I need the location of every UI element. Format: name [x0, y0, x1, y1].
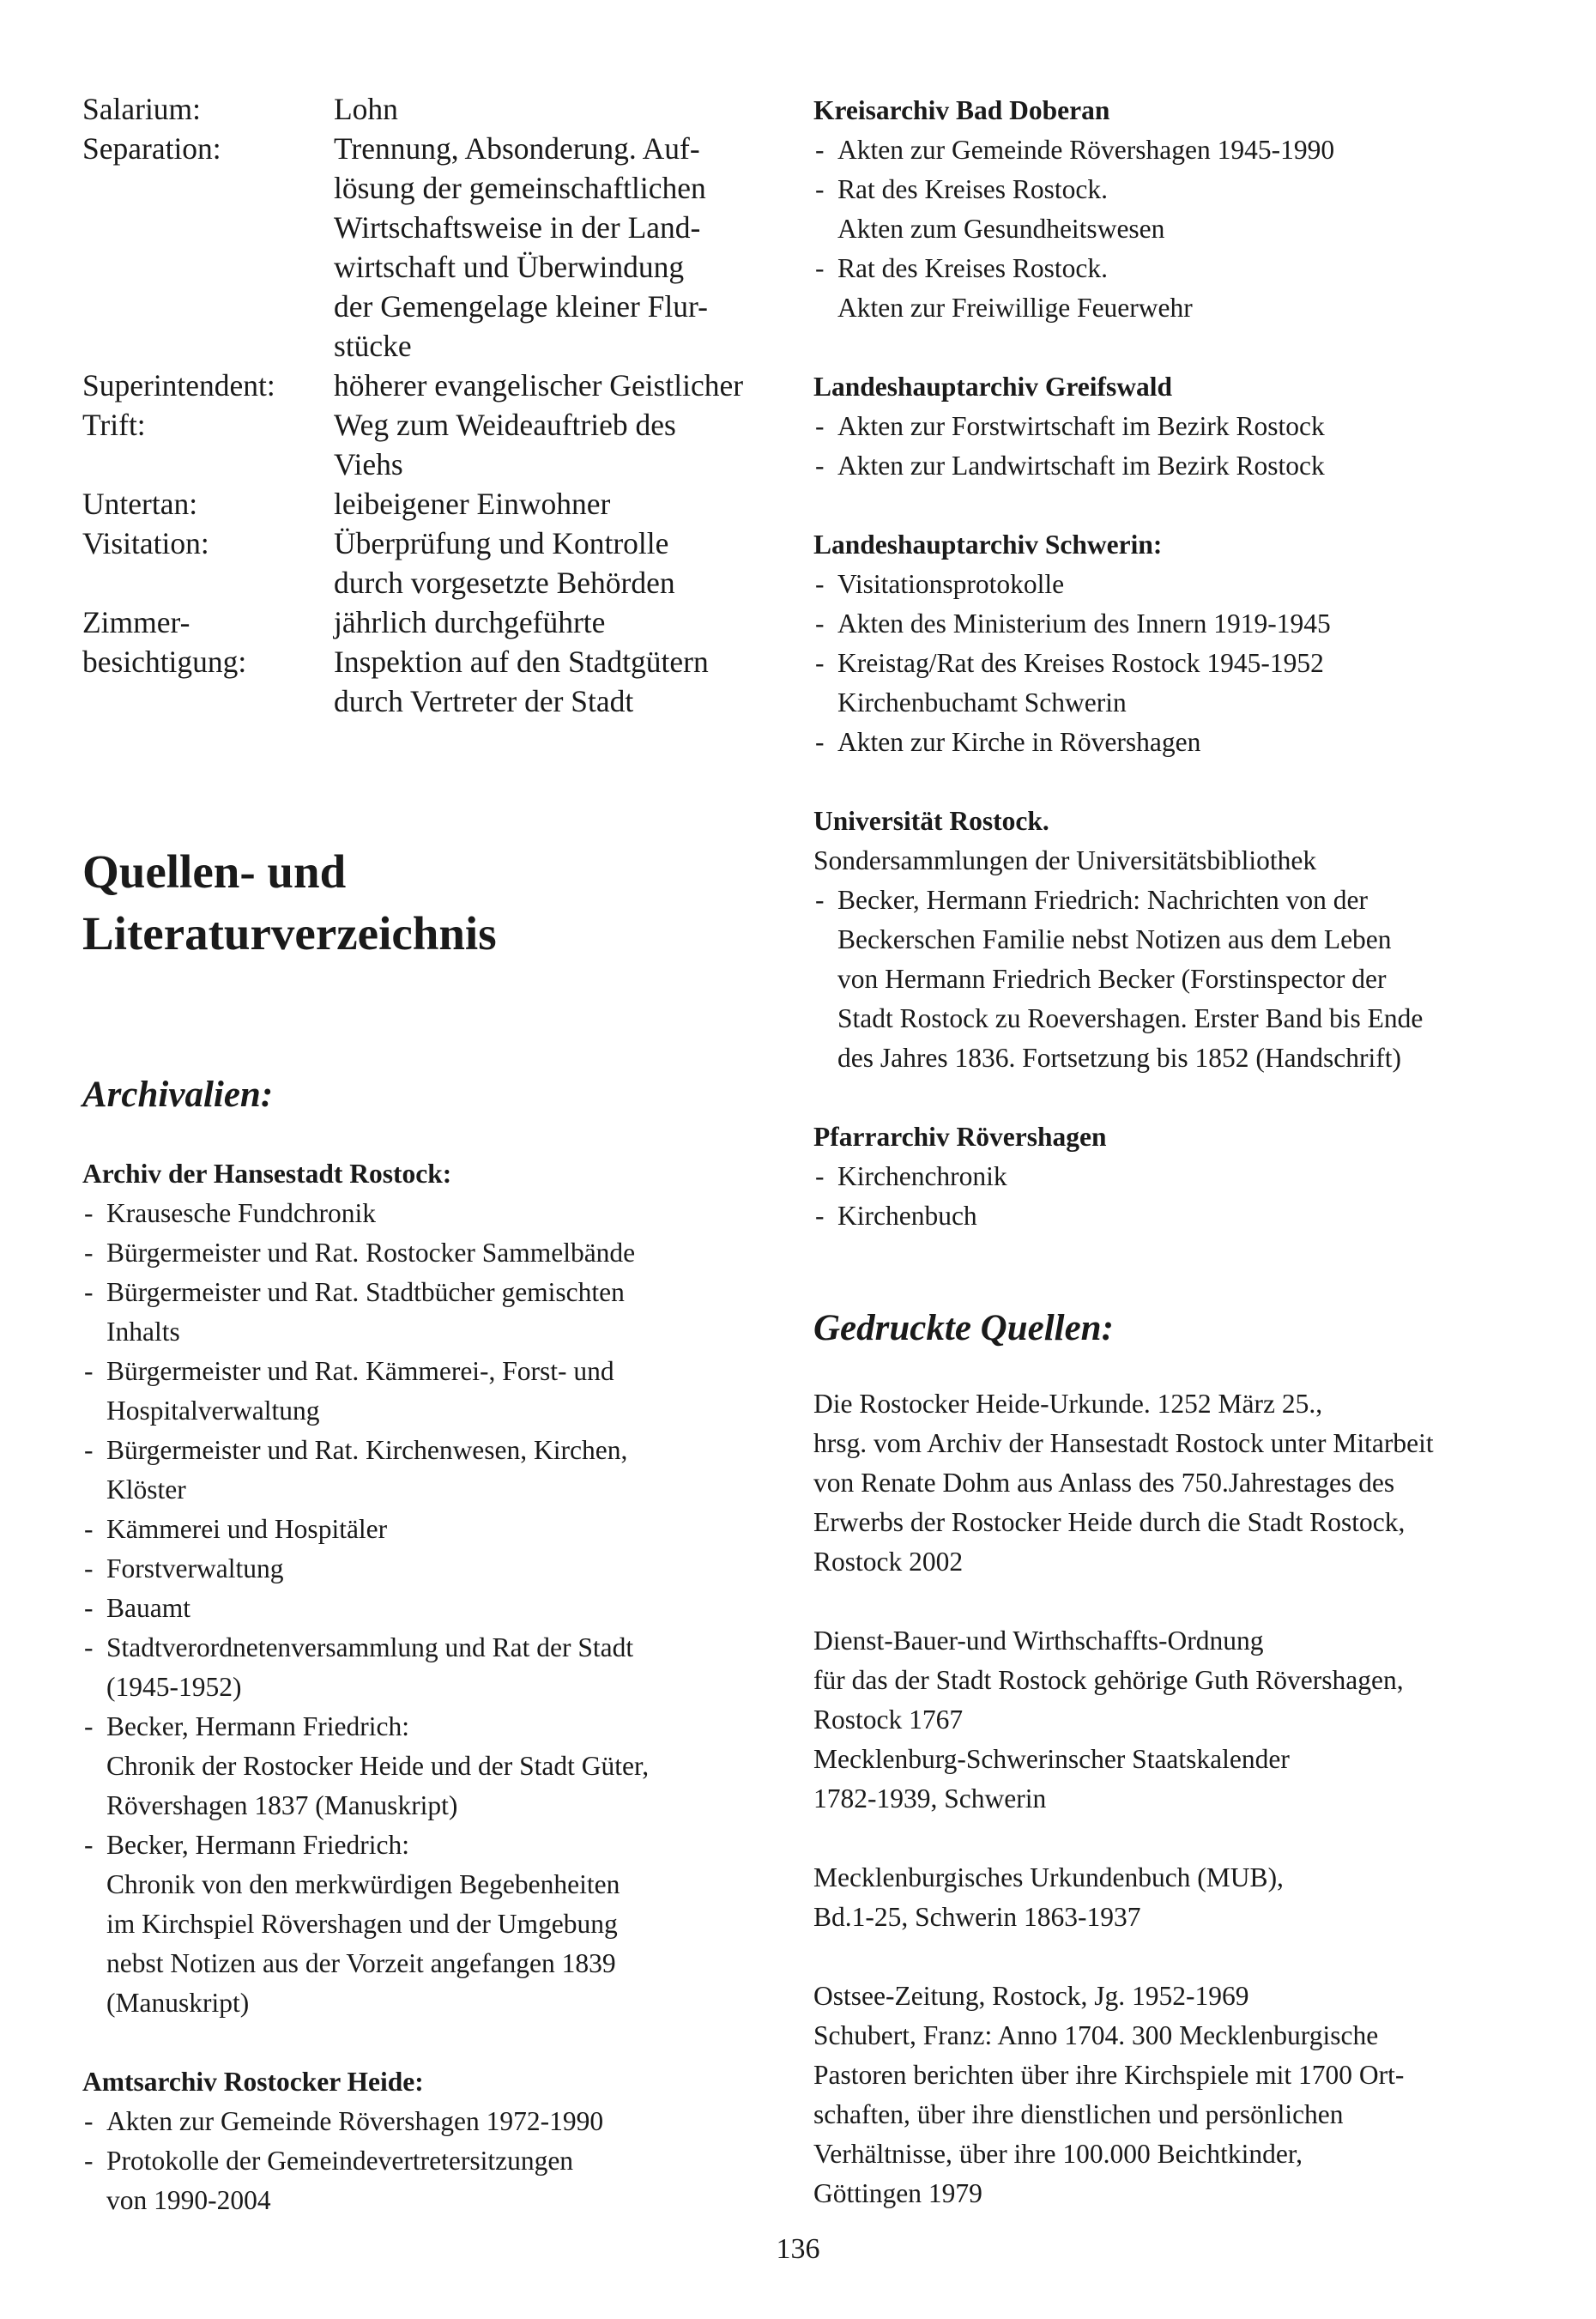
archive-item — [82, 1194, 786, 1233]
archive-subheading: Sondersammlungen der Universitätsbibliothek — [813, 845, 1317, 875]
printed-source-line: Pastoren berichten über ihre Kirchspiele mit 1700 Ort- — [813, 2060, 1405, 2090]
gedruckte-title: Gedruckte Quellen: — [813, 1308, 1114, 1348]
archive-item-line: - Kirchenbuch — [837, 1201, 977, 1231]
archive-item-line: - Becker, Hermann Friedrich: — [106, 1830, 409, 1860]
archive-item — [82, 1549, 786, 1589]
archive-item — [82, 1510, 786, 1549]
glossary-row — [82, 129, 786, 366]
archive-item-line: - Protokolle der Gemeindevertretersitzungen — [106, 2146, 574, 2176]
glossary-definition — [334, 405, 786, 484]
glossary-definition-line: lösung der gemeinschaftlichen — [334, 171, 706, 205]
printed-source-line: Mecklenburgisches Urkundenbuch (MUB), — [813, 1862, 1284, 1892]
archive-item-line: - Akten zur Landwirtschaft im Bezirk Rostock — [837, 451, 1325, 481]
archive-item-line: Inhalts — [106, 1317, 180, 1347]
printed-source-line: Verhältnisse, über ihre 100.000 Beichtkinder, — [813, 2139, 1303, 2169]
archive-item-line: - Akten des Ministerium des Innern 1919-1945 — [837, 609, 1331, 639]
glossary-term: Visitation: — [82, 526, 209, 560]
archive-item — [813, 1157, 1517, 1196]
archive-item-line: - Kreistag/Rat des Kreises Rostock 1945-1952 — [837, 648, 1324, 678]
archive-item-line: Rövershagen 1837 (Manuskript) — [106, 1790, 458, 1820]
archive-item — [82, 2102, 786, 2141]
archive-items — [813, 130, 1517, 328]
printed-source-line: Rostock 1767 — [813, 1704, 964, 1735]
glossary-definition-line: Überprüfung und Kontrolle — [334, 526, 669, 560]
archive-item-line: - Krausesche Fundchronik — [106, 1198, 377, 1228]
glossary-definition — [334, 642, 786, 721]
archive-item — [813, 565, 1517, 604]
archive-item — [82, 1589, 786, 1628]
archive-item-line: - Bürgermeister und Rat. Rostocker Sammelbände — [106, 1238, 636, 1268]
glossary-definition — [334, 89, 786, 129]
glossary-definition-line: durch vorgesetzte Behörden — [334, 566, 675, 600]
archive-item — [82, 1352, 786, 1431]
glossary-definition-line: jährlich durchgeführte — [334, 605, 606, 639]
glossary-definition-line: Trennung, Absonderung. Auf- — [334, 131, 700, 166]
archive-item-line: - Bauamt — [106, 1593, 190, 1623]
archive-item-line: von Hermann Friedrich Becker (Forstinspector der — [837, 964, 1387, 994]
archive-item — [82, 1431, 786, 1510]
archive-item-line: (1945-1952) — [106, 1672, 242, 1702]
archive-item — [813, 604, 1517, 644]
archive-items — [813, 407, 1517, 486]
glossary-row — [82, 366, 786, 405]
glossary-definition — [334, 129, 786, 366]
printed-source — [813, 1977, 1517, 2213]
glossary-definition-line: stücke — [334, 329, 412, 363]
archive-item-line: (Manuskript) — [106, 1988, 250, 2018]
printed-source-line: von Renate Dohm aus Anlass des 750.Jahrestages des — [813, 1468, 1395, 1498]
glossary-definition-line: Wirtschaftsweise in der Land- — [334, 210, 701, 245]
archive-item-line: Klöster — [106, 1474, 186, 1505]
glossary-definition-line: der Gemengelage kleiner Flur- — [334, 289, 708, 324]
archive-item-line: - Kämmerei und Hospitäler — [106, 1514, 388, 1544]
archive-item-line: im Kirchspiel Rövershagen und der Umgebung — [106, 1909, 618, 1939]
archivalien-title: Archivalien: — [82, 1075, 274, 1115]
archive-item-line: Hospitalverwaltung — [106, 1396, 320, 1426]
archive-heading: Landeshauptarchiv Schwerin: — [813, 530, 1163, 560]
printed-source-line: Göttingen 1979 — [813, 2178, 982, 2208]
archive-item-line: Chronik der Rostocker Heide und der Stadt Güter, — [106, 1751, 650, 1781]
glossary-definition — [334, 524, 786, 602]
glossary-definition-line: Lohn — [334, 92, 398, 126]
section-title-line: Literaturverzeichnis — [82, 907, 497, 960]
archive-item — [813, 881, 1517, 1078]
archive-item — [82, 1826, 786, 2023]
archive-heading: Archiv der Hansestadt Rostock: — [82, 1159, 452, 1189]
printed-source — [813, 1621, 1517, 1819]
archive-group — [813, 91, 1517, 328]
archive-item — [813, 170, 1517, 249]
archive-group — [813, 1117, 1517, 1236]
glossary-row — [82, 602, 786, 642]
archive-item-line: Chronik von den merkwürdigen Begebenheiten — [106, 1869, 620, 1899]
archive-item-line: Beckerschen Familie nebst Notizen aus dem Leben — [837, 924, 1392, 954]
archive-item — [82, 1707, 786, 1826]
section-title — [82, 841, 497, 965]
archive-item-line: Akten zur Freiwillige Feuerwehr — [837, 293, 1193, 323]
glossary-definition-line: höherer evangelischer Geistlicher — [334, 368, 744, 403]
printed-source-line: hrsg. vom Archiv der Hansestadt Rostock unter Mitarbeit — [813, 1428, 1434, 1458]
glossary-term: Separation: — [82, 131, 221, 166]
glossary-term: Untertan: — [82, 487, 198, 521]
archive-heading: Landeshauptarchiv Greifswald — [813, 372, 1173, 402]
archive-item — [813, 249, 1517, 328]
right-archive-list — [813, 91, 1517, 1236]
glossary-definition-line: Viehs — [334, 447, 403, 481]
printed-source-line: Erwerbs der Rostocker Heide durch die Stadt Rostock, — [813, 1507, 1406, 1537]
archive-group — [813, 367, 1517, 486]
archive-item-line: - Akten zur Gemeinde Rövershagen 1972-1990 — [106, 2106, 604, 2136]
archive-item-line: - Becker, Hermann Friedrich: — [106, 1711, 409, 1741]
glossary-row — [82, 405, 786, 484]
glossary-definition — [334, 484, 786, 524]
archive-item-line: - Forstverwaltung — [106, 1553, 284, 1583]
archive-items — [813, 1157, 1517, 1236]
printed-source — [813, 1858, 1517, 1937]
archive-item-line: - Kirchenchronik — [837, 1161, 1007, 1191]
glossary-definition-line: leibeigener Einwohner — [334, 487, 611, 521]
glossary-definition-line: Weg zum Weideauftrieb des — [334, 408, 676, 442]
archive-item-line: - Rat des Kreises Rostock. — [837, 174, 1108, 204]
glossary-definition-line: Inspektion auf den Stadtgütern — [334, 645, 709, 679]
glossary-row — [82, 524, 786, 602]
archive-item-line: nebst Notizen aus der Vorzeit angefangen 1839 — [106, 1948, 616, 1978]
archive-item-line: - Rat des Kreises Rostock. — [837, 253, 1108, 283]
archive-group — [813, 802, 1517, 1078]
archive-item-line: - Bürgermeister und Rat. Kämmerei-, Forst- und — [106, 1356, 614, 1386]
archive-item — [813, 644, 1517, 723]
archive-item-line: Kirchenbuchamt Schwerin — [837, 687, 1127, 717]
archive-item-line: - Bürgermeister und Rat. Kirchenwesen, Kirchen, — [106, 1435, 628, 1465]
archive-item-line: - Becker, Hermann Friedrich: Nachrichten von der — [837, 885, 1368, 915]
archive-group — [813, 525, 1517, 762]
archive-item — [813, 1196, 1517, 1236]
archive-item-line: von 1990-2004 — [106, 2185, 271, 2215]
archive-heading: Kreisarchiv Bad Doberan — [813, 95, 1110, 125]
archive-group — [82, 2062, 786, 2220]
glossary-definition — [334, 602, 786, 642]
printed-source-line: Dienst-Bauer-und Wirthschaffts-Ordnung — [813, 1626, 1264, 1656]
archive-item — [82, 1628, 786, 1707]
glossary-term: Superintendent: — [82, 368, 275, 403]
glossary-row — [82, 642, 786, 721]
page-number: 136 — [776, 2233, 820, 2265]
printed-source-line: Ostsee-Zeitung, Rostock, Jg. 1952-1969 — [813, 1981, 1249, 2011]
printed-sources — [813, 1384, 1517, 2213]
archive-heading: Universität Rostock. — [813, 806, 1049, 836]
printed-source-line: Rostock 2002 — [813, 1547, 964, 1577]
printed-source — [813, 1384, 1517, 1582]
printed-source-line: für das der Stadt Rostock gehörige Guth Rövershagen, — [813, 1665, 1404, 1695]
archive-items — [82, 2102, 786, 2220]
archive-item-line: Stadt Rostock zu Roevershagen. Erster Band bis Ende — [837, 1003, 1424, 1033]
archive-item-line: - Stadtverordnetenversammlung und Rat der Stadt — [106, 1632, 634, 1662]
archive-item — [82, 1273, 786, 1352]
printed-source-line: Schubert, Franz: Anno 1704. 300 Mecklenburgische — [813, 2020, 1379, 2050]
archive-item-line: des Jahres 1836. Fortsetzung bis 1852 (Handschrift) — [837, 1043, 1402, 1073]
glossary-definition — [334, 366, 786, 405]
glossary — [82, 89, 786, 721]
archive-heading: Pfarrarchiv Rövershagen — [813, 1122, 1107, 1152]
archive-items — [82, 1194, 786, 2023]
archive-heading: Amtsarchiv Rostocker Heide: — [82, 2067, 424, 2097]
archive-item-line: - Visitationsprotokolle — [837, 569, 1065, 599]
archive-item — [813, 446, 1517, 486]
archive-item-line: Akten zum Gesundheitswesen — [837, 214, 1165, 244]
glossary-definition-line: durch Vertreter der Stadt — [334, 684, 634, 718]
archive-item — [813, 130, 1517, 170]
archive-item — [82, 1233, 786, 1273]
glossary-definition-line: wirtschaft und Überwindung — [334, 250, 685, 284]
section-title-line: Quellen- und — [82, 845, 347, 898]
printed-source-line: Die Rostocker Heide-Urkunde. 1252 März 25., — [813, 1389, 1323, 1419]
glossary-term: Zimmer- — [82, 605, 190, 639]
archive-item-line: - Akten zur Forstwirtschaft im Bezirk Rostock — [837, 411, 1325, 441]
glossary-term: Salarium: — [82, 92, 202, 126]
glossary-row — [82, 89, 786, 129]
archive-item-line: - Akten zur Gemeinde Rövershagen 1945-1990 — [837, 135, 1335, 165]
archive-item — [813, 723, 1517, 762]
archive-items — [813, 881, 1517, 1078]
archive-group — [82, 1154, 786, 2023]
printed-source-line: Bd.1-25, Schwerin 1863-1937 — [813, 1902, 1141, 1932]
printed-source-line: Mecklenburg-Schwerinscher Staatskalender — [813, 1744, 1290, 1774]
left-archive-list — [82, 1154, 786, 2220]
archive-items — [813, 565, 1517, 762]
glossary-term: besichtigung: — [82, 645, 247, 679]
archive-item-line: - Bürgermeister und Rat. Stadtbücher gemischten — [106, 1277, 625, 1307]
glossary-row — [82, 484, 786, 524]
archive-item-line: - Akten zur Kirche in Rövershagen — [837, 727, 1201, 757]
glossary-term: Trift: — [82, 408, 146, 442]
printed-source-line: schaften, über ihre dienstlichen und persönlichen — [813, 2099, 1344, 2129]
archive-item — [82, 2141, 786, 2220]
printed-source-line: 1782-1939, Schwerin — [813, 1783, 1047, 1813]
archive-item — [813, 407, 1517, 446]
